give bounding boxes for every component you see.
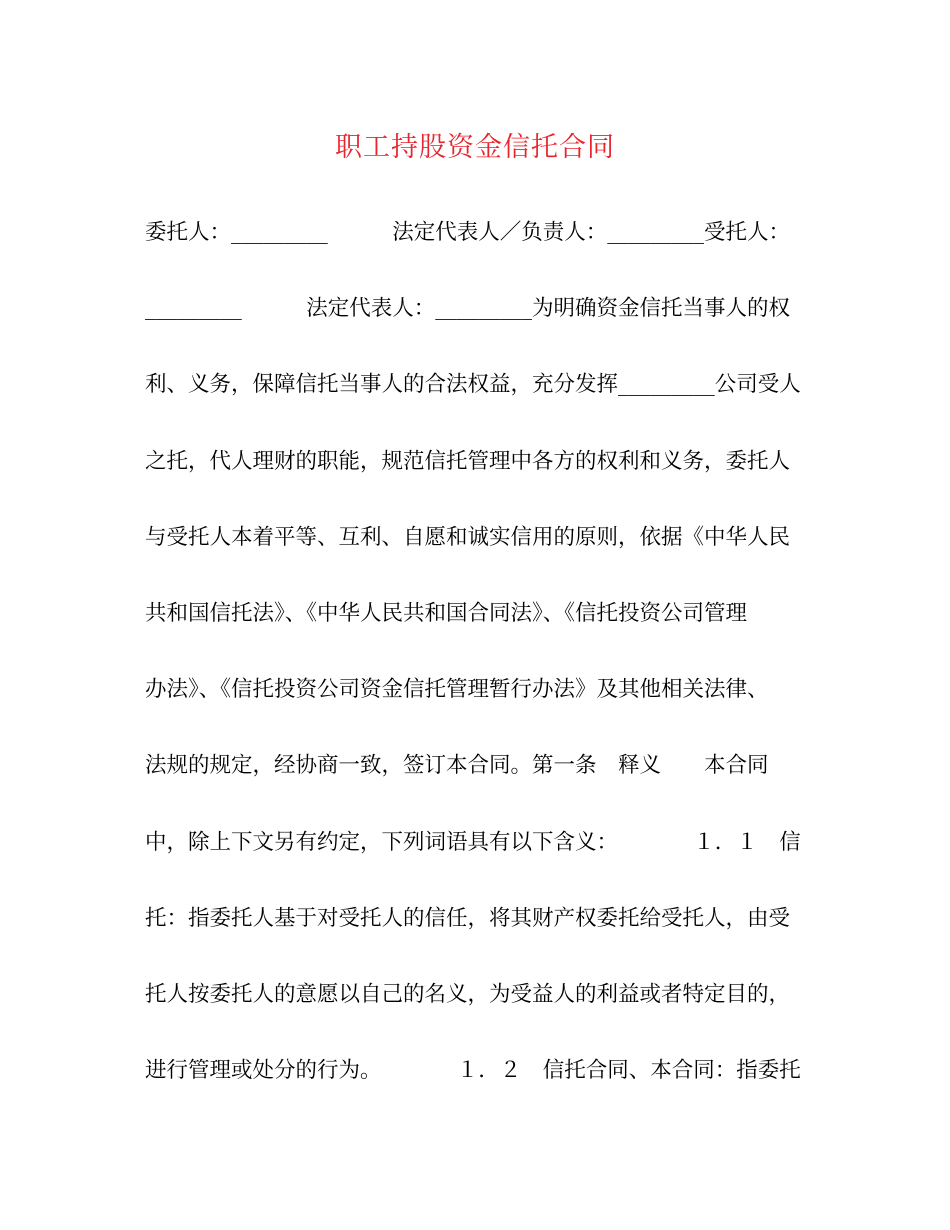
body-line: 与受托人本着平等、互利、自愿和诚实信用的原则，依据《中华人民 bbox=[145, 524, 791, 550]
body-line: 利、义务，保障信托当事人的合法权益，充分发挥_________公司受人 bbox=[145, 372, 801, 398]
body-line: 委托人：_________ 法定代表人／负责人：_________受托人： bbox=[145, 220, 791, 245]
document-title: 职工持股资金信托合同 bbox=[335, 132, 615, 163]
body-line: 托：指委托人基于对受托人的信任，将其财产权委托给受托人，由受 bbox=[145, 905, 791, 931]
body-line: 中，除上下文另有约定，下列词语具有以下含义： １．１ 信 bbox=[145, 829, 801, 855]
body-line: 托人按委托人的意愿以自己的名义，为受益人的利益或者特定目的， bbox=[145, 981, 791, 1007]
document-body bbox=[145, 214, 825, 1128]
body-line: 共和国信托法》、《中华人民共和国合同法》、《信托投资公司管理 bbox=[145, 600, 748, 626]
body-line: 办法》、《信托投资公司资金信托管理暂行办法》及其他相关法律、 bbox=[145, 677, 769, 703]
body-line: 法规的规定，经协商一致，签订本合同。第一条 释义 本合同 bbox=[145, 753, 769, 779]
body-line: _________ 法定代表人：_________为明确资金信托当事人的权 bbox=[145, 296, 791, 322]
body-line: 进行管理或处分的行为。 １．２ 信托合同、本合同：指委托 bbox=[145, 1058, 801, 1084]
body-line: 之托，代人理财的职能，规范信托管理中各方的权利和义务，委托人 bbox=[145, 448, 791, 474]
